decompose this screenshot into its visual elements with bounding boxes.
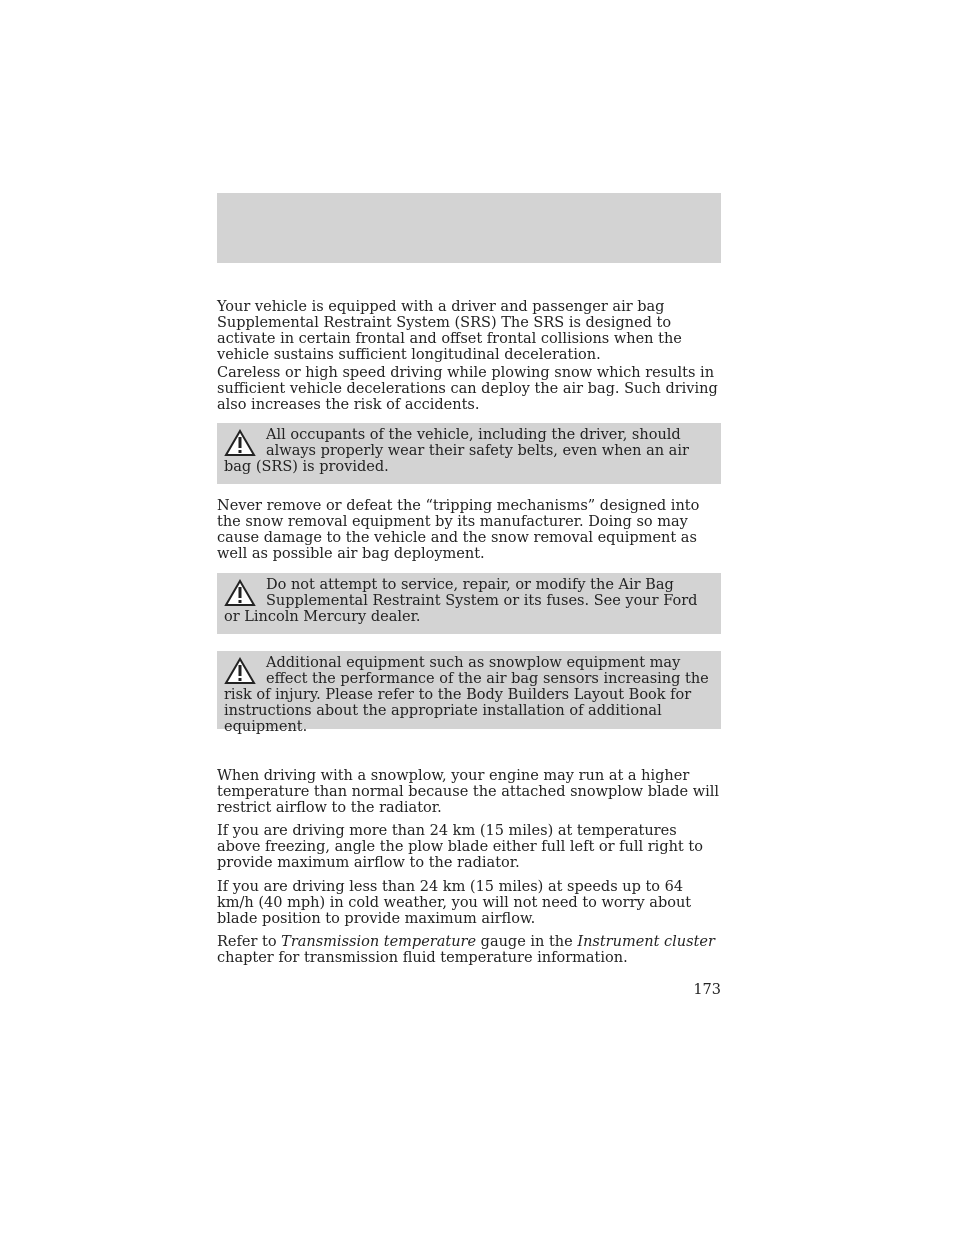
instrument-cluster-reference: Instrument cluster [577,934,715,950]
page-number: 173 [693,982,721,998]
reference-text: chapter for transmission fluid temperature information. [217,950,628,966]
warning-box-additional-equipment [217,651,721,735]
warning-text: Additional equipment such as snowplow equipment may effect the performance of the air bag sensors increasing the risk of injury. Please refer to the Body Builders Layout Book for instructions about the appropriate installation of additional equipment. [224,655,709,735]
paragraph-tripping-mechanisms: Never remove or defeat the “tripping mechanisms” designed into the snow removal equipment by its manufacturer. Doing so may cause damage to the vehicle and the snow removal equipment as well as possible air bag deployment. [217,498,700,562]
warning-triangle-icon [224,429,258,459]
paragraph-engine-temperature: When driving with a snowplow, your engine may run at a higher temperature than normal because the attached snowplow blade will restrict airflow to the radiator. [217,768,720,816]
warning-triangle-icon [224,657,258,687]
warning-text: All occupants of the vehicle, including the driver, should always properly wear their safety belts, even when an air bag (SRS) is provided. [224,427,689,475]
paragraph-cold-weather: If you are driving less than 24 km (15 miles) at speeds up to 64 km/h (40 mph) in cold weather, you will not need to worry about blade position to provide maximum airflow. [217,879,692,927]
reference-text: Refer to [217,934,282,950]
warning-text: Do not attempt to service, repair, or modify the Air Bag Supplemental Restraint System or its fuses. See your Ford or Lincoln Mercury dealer. [224,577,698,625]
paragraph-driving-above-freezing: If you are driving more than 24 km (15 miles) at temperatures above freezing, angle the plow blade either full left or full right to provide maximum airflow to the radiator. [217,823,703,871]
paragraph-srs-intro: Your vehicle is equipped with a driver and passenger air bag Supplemental Restraint System (SRS) The SRS is designed to activate in certain frontal and offset frontal collisions when the vehicle sustains sufficient longitudinal deceleration. [217,299,682,363]
warning-box-service [217,573,721,634]
transmission-temperature-reference: Transmission temperature [281,934,477,950]
warning-triangle-icon [224,579,258,609]
warning-box-safety-belts [217,423,721,484]
paragraph-careless-driving: Careless or high speed driving while plowing snow which results in sufficient vehicle decelerations can deploy the air bag. Such driving also increases the risk of accidents. [217,365,718,413]
reference-text: gauge in the [476,934,578,950]
section-header-band [217,193,721,263]
paragraph-transmission-reference [217,934,721,966]
